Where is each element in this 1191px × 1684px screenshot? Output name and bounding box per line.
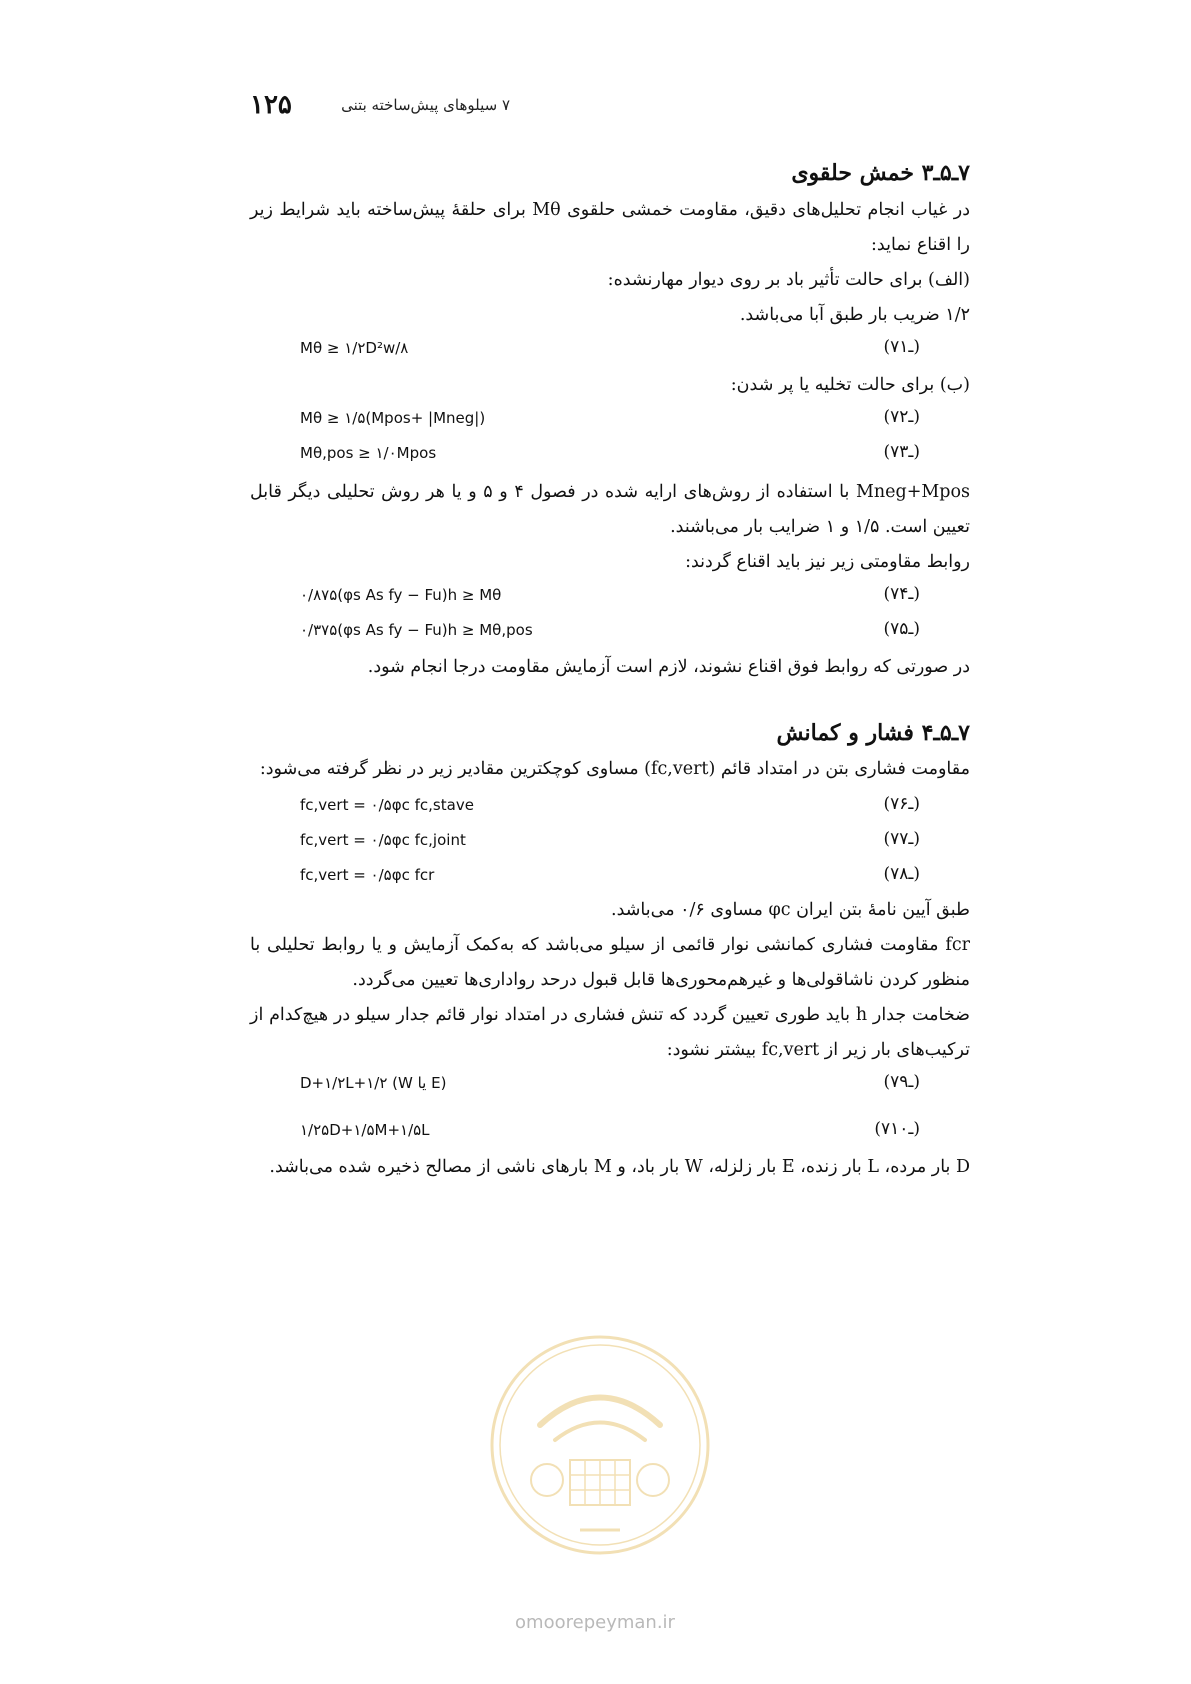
- equation-7-3: [250, 440, 920, 472]
- equation-7-1: [250, 335, 920, 367]
- equation-number: (۷ـ۱): [883, 337, 920, 357]
- paragraph: ضخامت جدار h باید طوری تعیین گردد که تنش فشاری در امتداد نوار قائم جدار سیلو در هیچ‌کدام از ترکیب‌های بار زیر از fc,vert بیشتر نشود:: [250, 1005, 970, 1060]
- equation-formula: Mθ ≥ ۱/۵(Mpos+ |Mneg|): [300, 409, 486, 427]
- section-heading-ring-bending: ۷ـ۵ـ۳ خمش حلقوی: [791, 160, 970, 186]
- paragraph: Mneg+Mpos با استفاده از روش‌های ارایه شده در فصول ۴ و ۵ و یا هر روش تحلیلی دیگر قابل تعیین است. ۱/۵ و ۱ ضرایب بار می‌باشند.: [250, 482, 971, 537]
- paragraph: D بار مرده، L بار زنده، E بار زلزله، W بار باد، و M بارهای ناشی از مصالح ذخیره شده می‌باشد.: [269, 1157, 970, 1177]
- equation-formula: fc,vert = ۰/۵φc fc,joint: [300, 831, 466, 849]
- paragraph: ۱/۲ ضریب بار طبق آبا می‌باشد.: [739, 305, 970, 325]
- equation-number: (۷ـ۷): [883, 829, 920, 849]
- equation-formula: fc,vert = ۰/۵φc fcr: [300, 866, 435, 884]
- page-header: [250, 90, 510, 120]
- equation-7-10: [250, 1117, 920, 1149]
- paragraph: مقاومت فشاری بتن در امتداد قائم (fc,vert) مساوی کوچکترین مقادیر زیر در نظر گرفته می‌شود:: [259, 759, 970, 779]
- equation-number: (۷ـ۱۰): [874, 1119, 920, 1139]
- equation-formula: D+۱/۲L+۱/۲ (W یا E): [300, 1074, 447, 1092]
- equation-7-5: [250, 617, 920, 649]
- watermark-url: omoorepeyman.ir: [515, 1612, 675, 1633]
- equation-7-9: [250, 1070, 920, 1102]
- equation-7-6: [250, 792, 920, 824]
- watermark-seal-icon: [485, 1330, 715, 1560]
- paragraph: (الف) برای حالت تأثیر باد بر روی دیوار مهارنشده:: [607, 270, 970, 290]
- paragraph: در صورتی که روابط فوق اقناع نشوند، لازم است آزمایش مقاومت درجا انجام شود.: [367, 657, 970, 677]
- equation-formula: ۱/۲۵D+۱/۵M+۱/۵L: [300, 1121, 430, 1139]
- equation-7-7: [250, 827, 920, 859]
- paragraph: در غیاب انجام تحلیل‌های دقیق، مقاومت خمشی حلقوی Mθ برای حلقهٔ پیش‌ساخته باید شرایط زیر را اقناع نماید:: [250, 200, 970, 255]
- equation-number: (۷ـ۹): [883, 1072, 920, 1092]
- paragraph: روابط مقاومتی زیر نیز باید اقناع گردند:: [685, 552, 970, 572]
- equation-formula: Mθ ≥ ۱/۲D²w/۸: [300, 339, 409, 357]
- equation-number: (۷ـ۳): [883, 442, 920, 462]
- equation-7-8: [250, 862, 920, 894]
- page-number: ۱۲۵: [250, 90, 292, 120]
- equation-formula: Mθ,pos ≥ ۱/۰Mpos: [300, 444, 437, 462]
- equation-formula: ۰/۸۷۵(φs As fy − Fu)h ≥ Mθ: [300, 586, 502, 604]
- equation-7-2: [250, 405, 920, 437]
- equation-number: (۷ـ۸): [883, 864, 920, 884]
- equation-number: (۷ـ۴): [883, 584, 920, 604]
- equation-number: (۷ـ۵): [883, 619, 920, 639]
- equation-number: (۷ـ۶): [883, 794, 920, 814]
- equation-formula: fc,vert = ۰/۵φc fc,stave: [300, 796, 474, 814]
- running-title: ۷ سیلوهای پیش‌ساخته بتنی: [341, 96, 510, 114]
- paragraph: طبق آیین نامهٔ بتن ایران φc مساوی ۰/۶ می‌باشد.: [611, 900, 970, 920]
- equation-7-4: [250, 582, 920, 614]
- equation-number: (۷ـ۲): [883, 407, 920, 427]
- section-heading-compression-buckling: ۷ـ۵ـ۴ فشار و کمانش: [776, 720, 970, 746]
- paragraph: (ب) برای حالت تخلیه یا پر شدن:: [730, 375, 970, 395]
- equation-formula: ۰/۳۷۵(φs As fy − Fu)h ≥ Mθ,pos: [300, 621, 533, 639]
- paragraph: fcr مقاومت فشاری کمانشی نوار قائمی از سیلو می‌باشد که به‌کمک آزمایش و یا روابط تحلیلی با منظور کردن ناشاقولی‌ها و غیرهم‌محوری‌ها قابل قبول درحد رواداری‌ها تعیین می‌گردد.: [250, 935, 970, 990]
